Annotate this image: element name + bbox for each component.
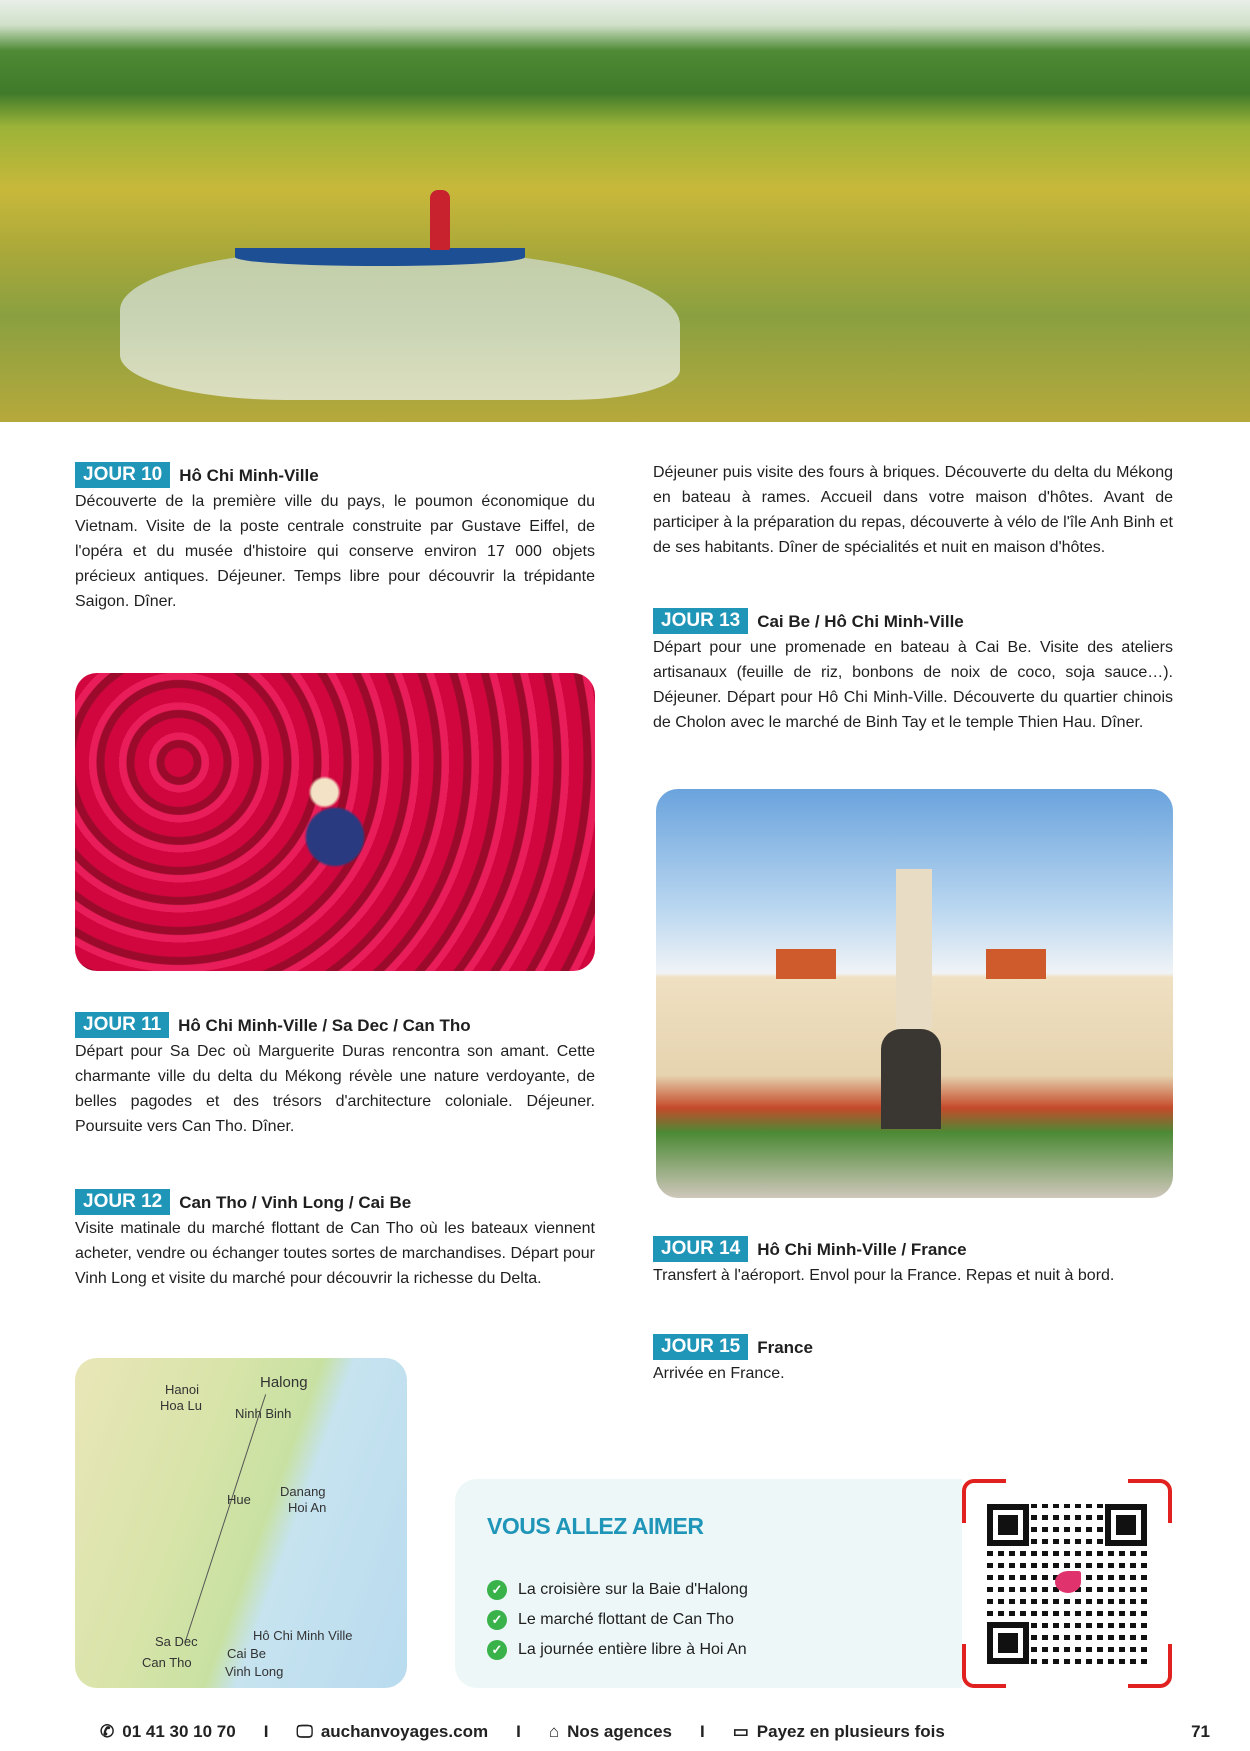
day-badge: JOUR 13 <box>653 608 748 634</box>
footer-phone[interactable] <box>100 1722 236 1742</box>
qr-finder <box>987 1622 1029 1664</box>
qr-finder <box>1105 1504 1147 1546</box>
day-14 <box>653 1236 1173 1288</box>
map-label: Hoa Lu <box>160 1398 202 1413</box>
item-text: Le marché flottant de Can Tho <box>518 1611 734 1628</box>
photo-city-hall-saigon <box>656 789 1173 1198</box>
day-title: France <box>757 1337 813 1357</box>
map-label: Hanoi <box>165 1382 199 1397</box>
day-text: Départ pour une promenade en bateau à Cai Be. Visite des ateliers artisanaux (feuille de riz, bonbons de noix de coco, soja sauce…). Déjeuner. Départ pour Hô Chi Minh-Ville. Découverte du quartier chinois de Cholon avec le marché de Binh Tay et le temple Thien Hau. Dîner. <box>653 639 1173 731</box>
map-label: Cai Be <box>227 1646 267 1661</box>
tower <box>896 869 932 1029</box>
photo-incense-drying <box>75 673 595 971</box>
day-10 <box>75 462 595 614</box>
day-title: Hô Chi Minh-Ville <box>179 465 319 485</box>
separator: I <box>263 1722 269 1741</box>
map-label: Sa Dec <box>155 1634 198 1649</box>
day-15 <box>653 1334 1173 1386</box>
qr-code[interactable] <box>962 1479 1172 1688</box>
day-text: Arrivée en France. <box>653 1365 785 1382</box>
footer-agencies[interactable] <box>549 1722 672 1742</box>
home-icon: ⌂ <box>548 1722 560 1741</box>
computer-icon: 🖵 <box>296 1722 313 1741</box>
itinerary-map <box>75 1358 407 1688</box>
footer <box>100 1717 1210 1747</box>
day-badge: JOUR 12 <box>75 1189 170 1215</box>
qr-finder <box>987 1504 1029 1546</box>
list-item <box>487 1605 748 1635</box>
day-text: Départ pour Sa Dec où Marguerite Duras rencontra son amant. Cette charmante ville du delta du Mékong révèle une nature verdoyante, de belles pagodes et des trésors d'architecture coloniale. Déjeuner. Poursuite vers Can Tho. Dîner. <box>75 1043 595 1135</box>
check-icon: ✓ <box>487 1610 507 1630</box>
map-label: Danang <box>280 1484 326 1499</box>
item-text: La journée entière libre à Hoi An <box>518 1641 747 1658</box>
boat <box>235 248 525 266</box>
day-12-continued <box>653 460 1173 560</box>
map-label: Hue <box>227 1492 251 1507</box>
map-label: Hô Chi Minh Ville <box>253 1628 353 1643</box>
aimer-list <box>487 1575 748 1665</box>
day-11 <box>75 1012 595 1139</box>
payment-text: Payez en plusieurs fois <box>756 1722 945 1741</box>
day-badge: JOUR 15 <box>653 1334 748 1360</box>
credit-card-icon: ▭ <box>732 1722 749 1741</box>
day-badge: JOUR 14 <box>653 1236 748 1262</box>
phone-text: 01 41 30 10 70 <box>122 1722 236 1741</box>
footer-payment[interactable] <box>733 1722 945 1742</box>
footer-website[interactable] <box>296 1722 488 1742</box>
day-badge: JOUR 11 <box>75 1012 169 1038</box>
map-label: Hoi An <box>288 1500 327 1515</box>
check-icon: ✓ <box>487 1640 507 1660</box>
statue <box>881 1029 941 1129</box>
roof <box>986 949 1046 979</box>
bird-logo-icon <box>1055 1571 1081 1593</box>
list-item <box>487 1635 748 1665</box>
vous-allez-aimer-box <box>455 1479 1015 1688</box>
route-line <box>185 1394 266 1642</box>
day-text: Découverte de la première ville du pays, le poumon économique du Vietnam. Visite de la poste centrale construite par Gustave Eiffel, de l'opéra et du musée d'histoire qui conserve environ 17 000 objets précieux antiques. Déjeuner. Temps libre pour découvrir la trépidante Saigon. Dîner. <box>75 493 595 610</box>
aimer-title: VOUS ALLEZ AIMER <box>487 1513 704 1539</box>
agencies-text: Nos agences <box>567 1722 672 1741</box>
day-13 <box>653 608 1173 735</box>
page-number: 71 <box>1191 1722 1210 1741</box>
day-title: Can Tho / Vinh Long / Cai Be <box>179 1192 412 1212</box>
day-title: Hô Chi Minh-Ville / France <box>757 1239 967 1259</box>
roof <box>776 949 836 979</box>
day-text: Visite matinale du marché flottant de Can Tho où les bateaux viennent acheter, vendre ou échanger toutes sortes de marchandises. Départ pour Vinh Long et visite du marché pour découvrir la richesse du Delta. <box>75 1220 595 1287</box>
list-item <box>487 1575 748 1605</box>
website-text: auchanvoyages.com <box>320 1722 489 1741</box>
separator: I <box>516 1722 521 1741</box>
map-label: Halong <box>260 1374 308 1391</box>
rower <box>430 190 450 250</box>
day-12 <box>75 1189 595 1291</box>
day-title: Cai Be / Hô Chi Minh-Ville <box>757 611 964 631</box>
phone-icon: ✆ <box>100 1722 115 1741</box>
item-text: La croisière sur la Baie d'Halong <box>518 1581 748 1598</box>
water <box>120 250 680 400</box>
check-icon: ✓ <box>487 1580 507 1600</box>
day-text: Déjeuner puis visite des fours à briques. Découverte du delta du Mékong en bateau à rames. Accueil dans votre maison d'hôtes. Avant de participer à la préparation du repas, découverte à vélo de l'île Anh Binh et de ses habitants. Dîner de spécialités et nuit en maison d'hôtes. <box>653 464 1173 556</box>
map-label: Can Tho <box>142 1655 192 1670</box>
map-label: Vinh Long <box>225 1664 284 1679</box>
map-label: Ninh Binh <box>235 1406 292 1421</box>
separator: I <box>699 1722 705 1741</box>
day-title: Hô Chi Minh-Ville / Sa Dec / Can Tho <box>178 1015 471 1035</box>
day-badge: JOUR 10 <box>75 462 170 488</box>
day-text: Transfert à l'aéroport. Envol pour la France. Repas et nuit à bord. <box>653 1267 1115 1284</box>
hero-photo-mekong-boat <box>0 0 1250 422</box>
